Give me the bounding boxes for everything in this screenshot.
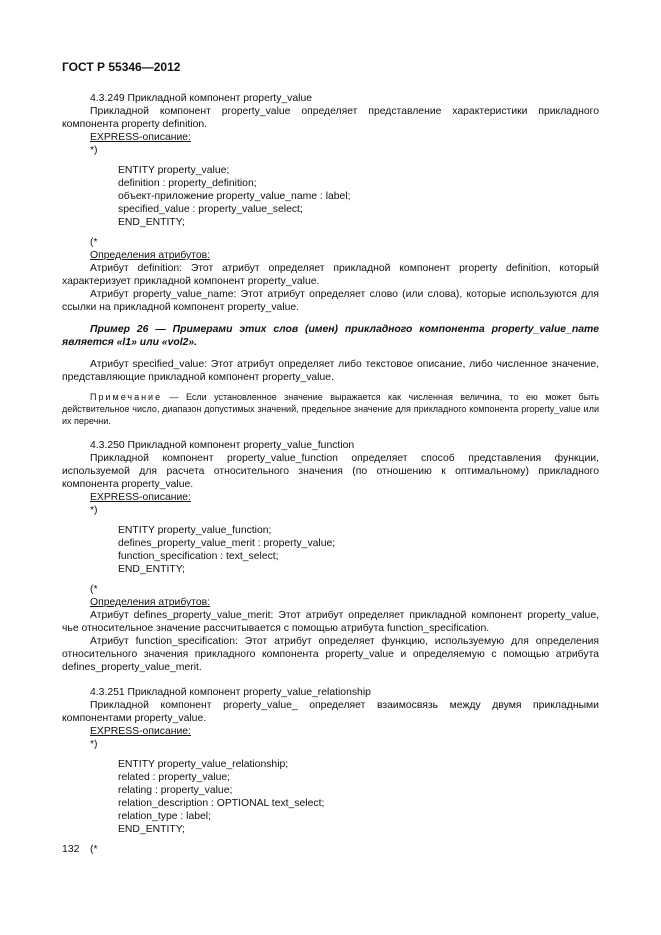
code-close: (*	[90, 237, 98, 248]
code-line: relation_description : OPTIONAL text_select;	[118, 798, 325, 809]
example-text: Пример 26 — Примерами этих слов (имен) прикладного компонента property_value_name является «l1» или «vol2».	[62, 324, 599, 348]
section-paragraph: Прикладной компонент property_value определяет представление характеристики прикладного компонента property definition.	[62, 106, 599, 130]
code-open: *)	[90, 505, 98, 516]
page-number: 132	[62, 843, 80, 855]
attribute-definition: Атрибут property_value_name: Этот атрибут определяет слово (или слова), которые используются для ссылки на прикладной компонент property_value.	[62, 289, 599, 313]
code-line: defines_property_value_merit : property_value;	[118, 538, 336, 549]
express-label: EXPRESS-описание:	[90, 132, 191, 143]
attribute-definition: Атрибут function_specification: Этот атрибут определяет функцию, используемую для определения относительного значения прикладного компонента property_value и определяемую с помощью атрибута defines_property_value_merit.	[62, 636, 599, 673]
code-line: relating : property_value;	[118, 785, 233, 796]
section-title: 4.3.249 Прикладной компонент property_value	[90, 93, 313, 104]
code-line: ENTITY property_value_relationship;	[118, 759, 289, 770]
attributes-label: Определения атрибутов:	[90, 250, 211, 261]
code-line: END_ENTITY;	[118, 564, 185, 575]
code-open: *)	[90, 739, 98, 750]
code-line: ENTITY property_value_function;	[118, 525, 272, 536]
section-paragraph: Прикладной компонент property_value_function определяет способ представления функции, используемой для расчета относительного значения (по отношению к оптимальному) прикладного компонента property_value.	[62, 453, 599, 490]
attribute-definition: Атрибут defines_property_value_merit: Этот атрибут определяет прикладной компонент property_value, чье относительное значение рассчитывается с помощью атрибута function_specification.	[62, 610, 599, 634]
section-title: 4.3.250 Прикладной компонент property_value_function	[90, 440, 355, 451]
section-title: 4.3.251 Прикладной компонент property_value_relationship	[90, 687, 371, 698]
code-close: (*	[90, 584, 98, 595]
code-close: (*	[90, 844, 98, 855]
section-paragraph: Прикладной компонент property_value_ определяет взаимосвязь между двумя прикладными компонентами property_value.	[62, 700, 599, 724]
code-line: specified_value : property_value_select;	[118, 204, 303, 215]
code-line: END_ENTITY;	[118, 217, 185, 228]
note	[62, 391, 599, 427]
code-line: END_ENTITY;	[118, 824, 185, 835]
attribute-definition: Атрибут definition: Этот атрибут определяет прикладной компонент property definition, который характеризует прикладной компонент property_value.	[62, 263, 599, 287]
code-line: function_specification : text_select;	[118, 551, 279, 562]
page-header: ГОСТ Р 55346—2012	[62, 60, 181, 74]
note-text: — Если установленное значение выражается как численная величина, то ею может быть действительное число, диапазон допустимых значений, предельное значение для прикладного компонента property_value или их перечни.	[62, 392, 599, 426]
express-label: EXPRESS-описание:	[90, 492, 191, 503]
attributes-label: Определения атрибутов:	[90, 597, 211, 608]
code-line: relation_type : label;	[118, 811, 211, 822]
code-line: объект-приложение property_value_name : label;	[118, 191, 351, 202]
note-label: Примечание	[90, 392, 163, 402]
code-line: definition : property_definition;	[118, 178, 257, 189]
express-label: EXPRESS-описание:	[90, 726, 191, 737]
page-content	[62, 92, 599, 856]
code-open: *)	[90, 145, 98, 156]
code-line: ENTITY property_value;	[118, 165, 230, 176]
code-line: related : property_value;	[118, 772, 231, 783]
attribute-definition: Атрибут specified_value: Этот атрибут определяет либо текстовое описание, либо численное значение, представляющие прикладной компонент property_value.	[62, 359, 599, 383]
